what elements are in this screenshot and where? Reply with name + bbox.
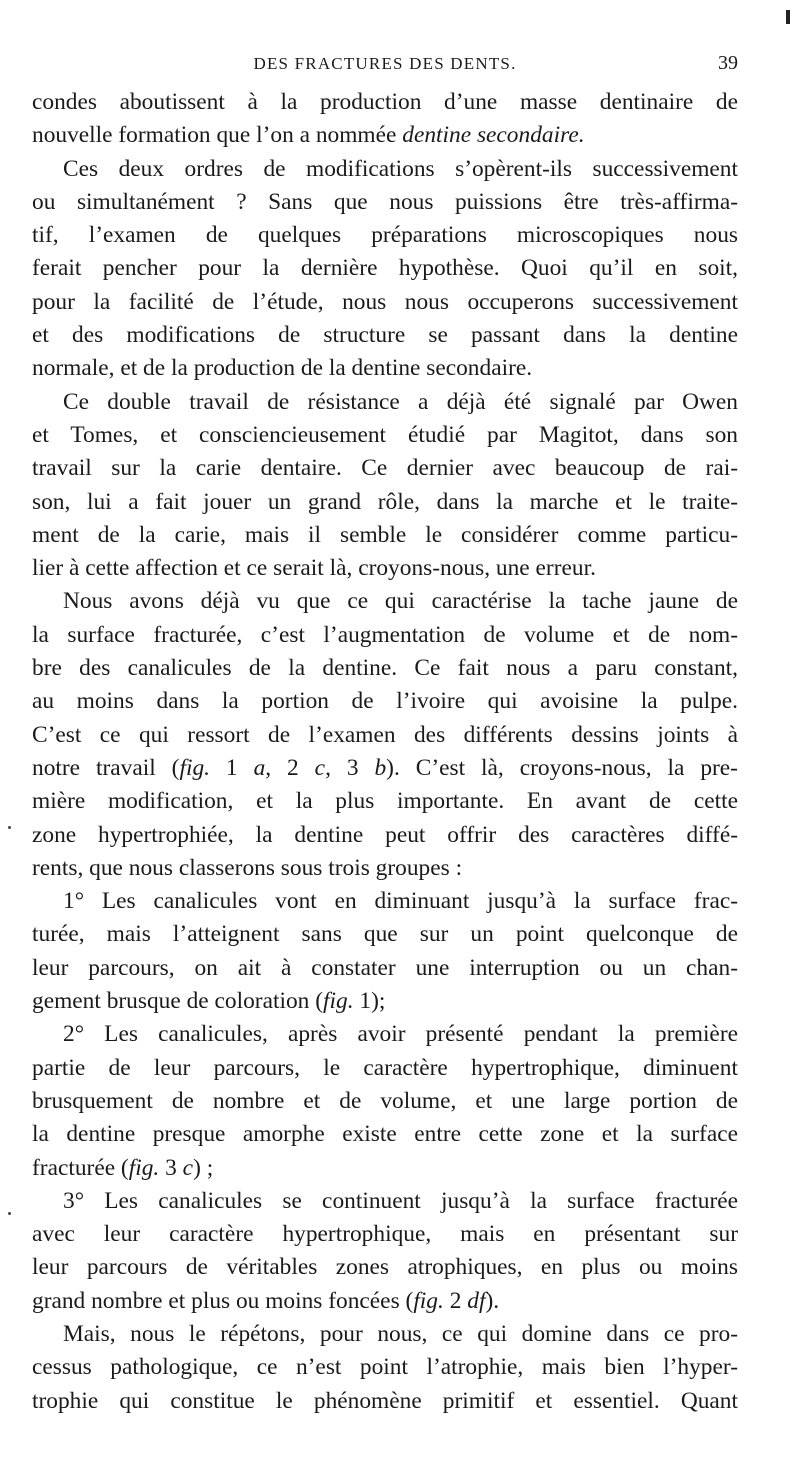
text-run: nouvelle formation que l’on a nommée: [32, 122, 403, 149]
text-line: travail sur la carie dentaire. Ce dernier avec beaucoup de rai-: [32, 455, 738, 482]
figure-ref: fig.: [323, 988, 354, 1015]
text-line: rents, que nous classerons sous trois groupes :: [32, 854, 463, 881]
text-line: mière modification, et la plus importante. En avant de cette: [32, 788, 738, 815]
figure-letter: c: [314, 754, 326, 781]
text-line: [32, 985, 738, 1018]
figure-letter: df: [467, 1287, 486, 1314]
italic-term: dentine secondaire.: [402, 122, 585, 149]
text-line: la surface fracturée, c’est l’augmentation de volume et de nom-: [32, 621, 738, 648]
text-line: zone hypertrophiée, la dentine peut offrir des caractères diffé-: [32, 821, 738, 848]
text-line: son, lui a fait jouer un grand rôle, dans la marche et le traite-: [32, 488, 738, 515]
text-line: bre des canalicules de la dentine. Ce fait nous a paru constant,: [32, 655, 738, 682]
text-run: 3: [159, 1154, 183, 1181]
text-line: leur parcours de véritables zones atrophiques, en plus ou moins: [32, 1254, 738, 1281]
paragraph-start-line: 3° Les canalicules se continuent jusqu’à la surface fracturée: [63, 1187, 738, 1214]
text-line: ferait pencher pour la dernière hypothèse. Quoi qu’il en soit,: [32, 255, 738, 282]
scan-edge-mark: [786, 10, 790, 24]
text-run: , 3: [325, 754, 375, 781]
scan-speck: [8, 826, 11, 829]
paragraph-start-line: Nous avons déjà vu que ce qui caractérise la tache jaune de: [63, 588, 738, 615]
figure-letter: c: [182, 1154, 194, 1181]
text-run: grand nombre et plus ou moins foncées (: [32, 1287, 414, 1314]
text-line: [32, 752, 738, 785]
text-line: partie de leur parcours, le caractère hypertrophique, diminuent: [32, 1054, 738, 1081]
text-line: trophie qui constitue le phénomène primitif et essentiel. Quant: [32, 1387, 738, 1414]
text-line: pour la facilité de l’étude, nous nous occuperons successivement: [32, 288, 738, 315]
text-line: [32, 1285, 738, 1318]
text-run: notre travail (: [32, 754, 180, 781]
running-header: [32, 52, 738, 80]
book-page: [32, 0, 738, 1471]
figure-ref: fig.: [128, 1154, 160, 1181]
body-text: [32, 86, 738, 1418]
text-run: , 2: [265, 754, 315, 781]
text-line: lier à cette affection et ce serait là, croyons-nous, une erreur.: [32, 555, 596, 582]
figure-ref: fig.: [179, 754, 210, 781]
scan-speck: [8, 1212, 11, 1215]
text-line: brusquement de nombre et de volume, et une large portion de: [32, 1087, 738, 1114]
text-line: ment de la carie, mais il semble le considérer comme particu-: [32, 521, 738, 548]
paragraph-start-line: Mais, nous le répétons, pour nous, ce qui domine dans ce pro-: [63, 1320, 738, 1347]
text-run: ).: [485, 1287, 500, 1314]
text-run: 1: [210, 754, 254, 781]
text-run: gement brusque de coloration (: [32, 988, 323, 1015]
text-line: avec leur caractère hypertrophique, mais en présentant sur: [32, 1221, 738, 1248]
figure-letter: b: [374, 754, 387, 781]
page-number: 39: [718, 52, 738, 74]
figure-ref: fig.: [413, 1287, 444, 1314]
text-line: la dentine presque amorphe existe entre cette zone et la surface: [32, 1121, 738, 1148]
paragraph-start-line: Ce double travail de résistance a déjà été signalé par Owen: [63, 388, 738, 415]
text-line: [32, 119, 738, 152]
figure-letter: a: [253, 754, 266, 781]
text-line: normale, et de la production de la dentine secondaire.: [32, 355, 533, 382]
text-line: turée, mais l’atteignent sans que sur un point quelconque de: [32, 921, 738, 948]
text-line: [32, 1152, 738, 1185]
text-line: condes aboutissent à la production d’une masse dentinaire de: [32, 89, 738, 115]
text-line: leur parcours, on ait à constater une interruption ou un chan-: [32, 954, 738, 981]
text-line: et Tomes, et consciencieusement étudié par Magitot, dans son: [32, 421, 738, 448]
text-run: 2: [443, 1287, 468, 1314]
text-line: au moins dans la portion de l’ivoire qui avoisine la pulpe.: [32, 688, 738, 715]
text-run: fracturée (: [32, 1154, 129, 1181]
text-line: cessus pathologique, ce n’est point l’atrophie, mais bien l’hyper-: [32, 1354, 738, 1381]
paragraph-start-line: Ces deux ordres de modifications s’opèrent-ils successivement: [63, 155, 738, 182]
text-run: 1);: [353, 988, 386, 1015]
running-title: DES FRACTURES DES DENTS.: [253, 54, 517, 73]
text-line: ou simultanément ? Sans que nous puissions être très-affirma-: [32, 188, 738, 215]
text-run: ). C’est là, croyons-nous, la pre-: [386, 754, 738, 781]
paragraph-start-line: 2° Les canalicules, après avoir présenté pendant la première: [63, 1021, 738, 1048]
paragraph-start-line: 1° Les canalicules vont en diminuant jusqu’à la surface frac-: [63, 888, 738, 915]
text-line: C’est ce qui ressort de l’examen des différents dessins joints à: [32, 721, 738, 748]
text-line: tif, l’examen de quelques préparations microscopiques nous: [32, 222, 738, 249]
text-line: et des modifications de structure se passant dans la dentine: [32, 322, 738, 349]
text-run: ) ;: [193, 1154, 214, 1181]
